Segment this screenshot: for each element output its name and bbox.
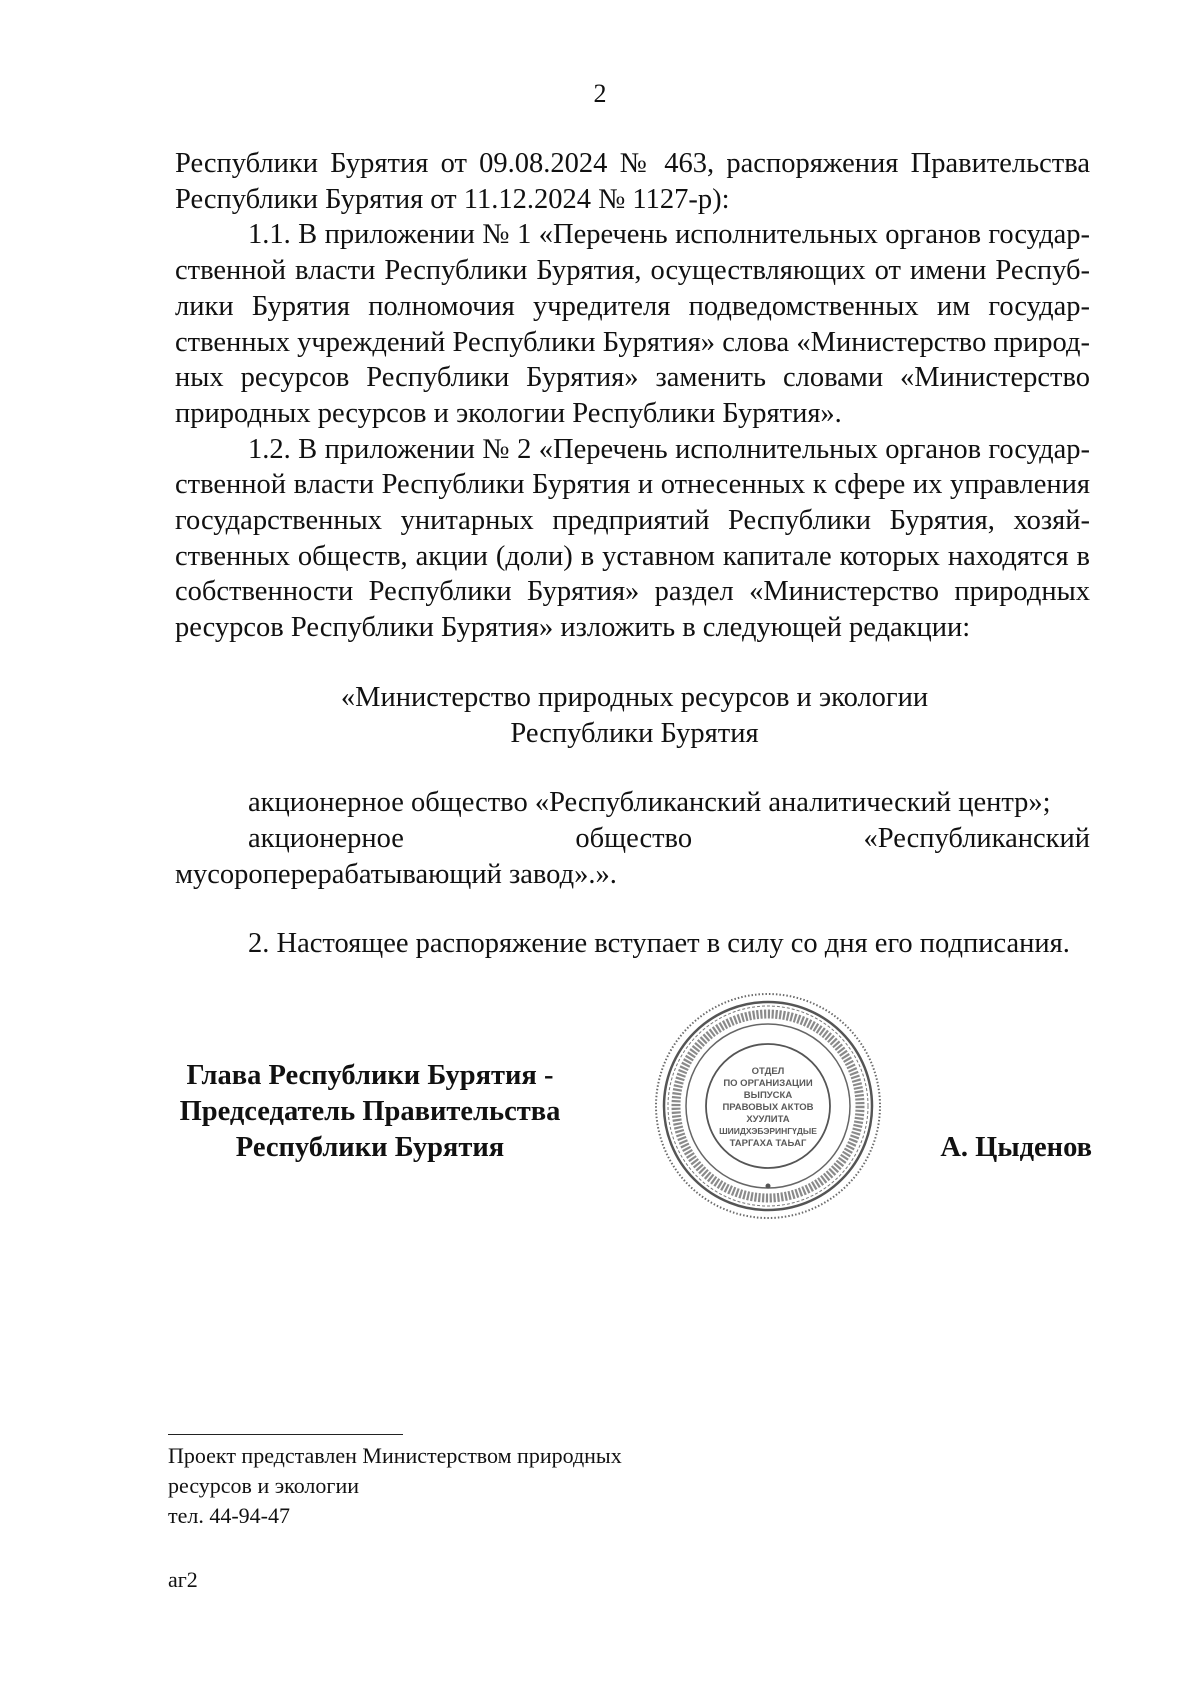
document-body	[175, 146, 1090, 962]
seal-text-line-5: ХУУЛИТА	[746, 1114, 790, 1125]
paragraph-intro: Республики Бурятия от 09.08.2024 № 463, распоряжения Правительства Республики Бурятия от 11.12.2024 № 1127-р):	[175, 148, 1090, 215]
seal-text-line-1: ОТДЕЛ	[751, 1066, 785, 1077]
footnote	[168, 1441, 768, 1531]
signatory-name: А. Цыденов	[940, 1132, 1092, 1163]
signatory-title-line-2: Председатель Правительства	[179, 1096, 561, 1127]
seal-text-line-3: ВЫПУСКА	[743, 1090, 793, 1101]
official-seal	[652, 990, 884, 1222]
signatory-title	[170, 1058, 570, 1166]
footnote-line-2: ресурсов и экологии	[168, 1473, 359, 1498]
footnote-line-1: Проект представлен Министерством природных	[168, 1443, 622, 1468]
list-item-2: акционерное общество «Республиканский мусороперерабатывающий завод».».	[175, 822, 1090, 890]
paragraph-1-1: 1.1. В приложении № 1 «Перечень исполнительных органов государственной власти Республики Бурятия, осуществляющих от имени Республики Бурятия полномочия учредителя подведомственных им государственных учреждений Республики Бурятия» слова «Министерство природных ресурсов Республики Бурятия» заменить словами «Министерство природных ресурсов и экологии Республики Бурятия».	[175, 219, 1090, 429]
seal-text-line-7: ТАРГАХА ТАЬАГ	[729, 1138, 807, 1149]
seal-center-text	[719, 1066, 817, 1149]
paragraph-2: 2. Настоящее распоряжение вступает в силу со дня его подписания.	[248, 928, 1070, 960]
seal-text-line-2: ПО ОРГАНИЗАЦИИ	[723, 1078, 813, 1089]
section-heading-line-2: Республики Бурятия	[510, 717, 759, 749]
section-heading-line-1: «Министерство природных ресурсов и экологии	[340, 681, 929, 713]
paragraph-1-2: 1.2. В приложении № 2 «Перечень исполнительных органов государственной власти Республики Бурятия и отнесенных к сфере их управления государственных унитарных предприятий Республики Бурятия, хозяйственных обществ, акции (доли) в уставном капитале которых находятся в собственности Республики Бурятия» раздел «Министерство природных ресурсов Республики Бурятия» изложить в следующей редакции:	[175, 433, 1090, 644]
signatory-title-line-3: Республики Бурятия	[235, 1132, 505, 1163]
page-number: 2	[593, 79, 607, 108]
footnote-divider	[168, 1434, 403, 1435]
seal-dot-icon	[766, 1184, 771, 1189]
section-heading	[175, 680, 1090, 751]
signatory-title-line-1: Глава Республики Бурятия -	[186, 1060, 554, 1091]
seal-text-line-4: ПРАВОВЫХ АКТОВ	[722, 1102, 814, 1113]
document-code: аг2	[168, 1567, 198, 1592]
list-item-1: акционерное общество «Республиканский аналитический центр»;	[248, 787, 1051, 819]
footnote-phone: тел. 44-94-47	[168, 1503, 291, 1528]
seal-text-line-6: ШИИДХЭБЭРИНГҮДЫЕ	[719, 1126, 817, 1136]
